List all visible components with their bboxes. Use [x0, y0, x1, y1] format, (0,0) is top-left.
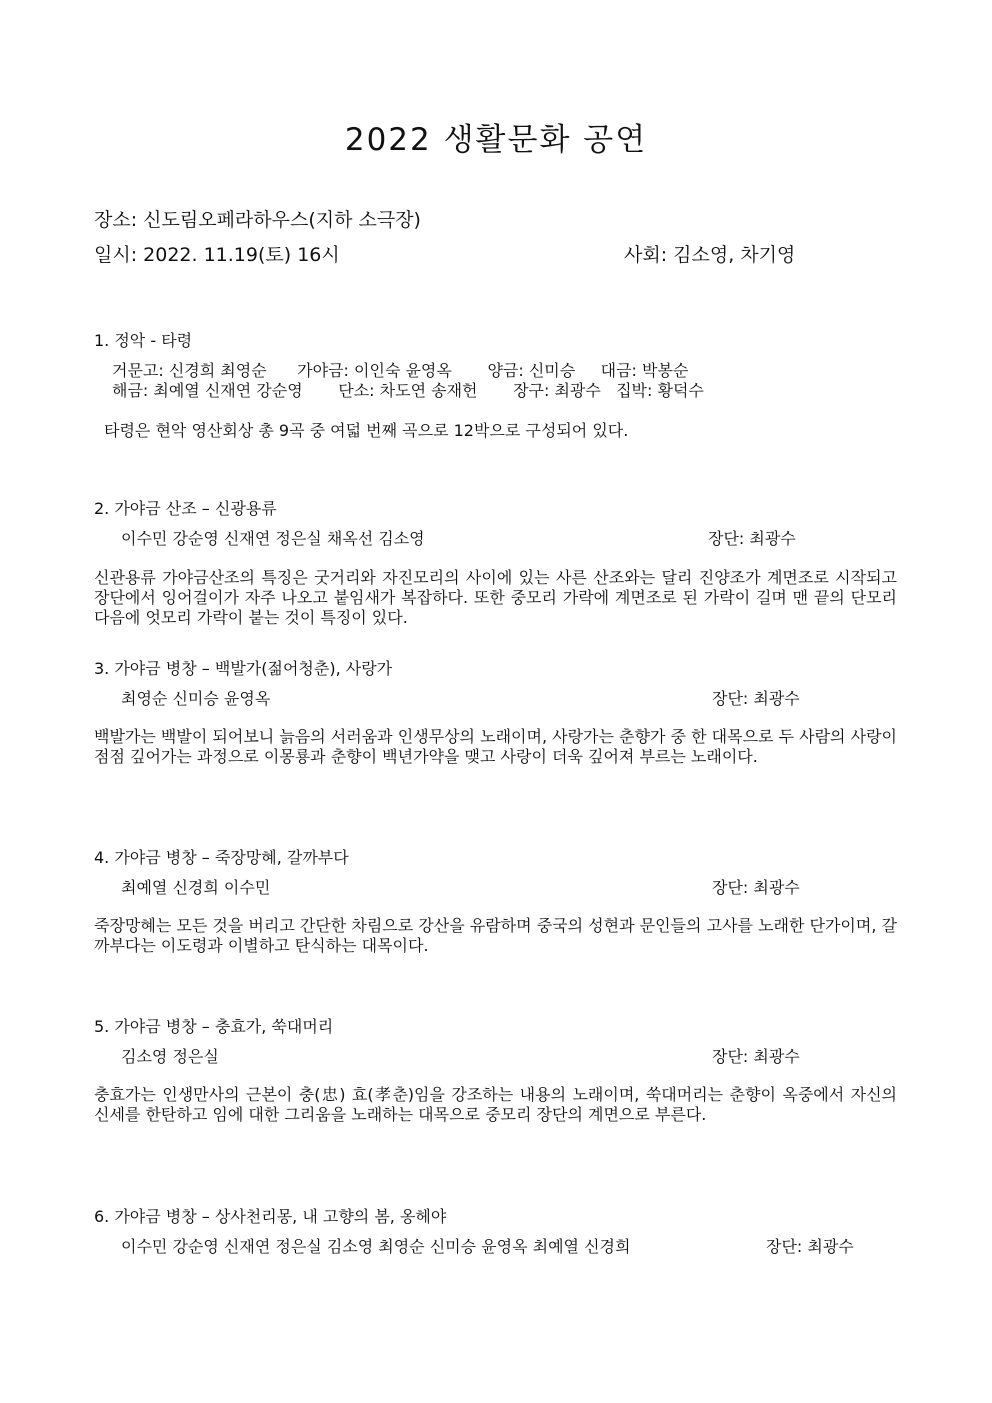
section-6-performers: 이수민 강순영 신재연 정은실 김소영 최영순 신미승 윤영옥 최예열 신경희: [121, 1237, 631, 1256]
section-3-description: 백발가는 백발이 되어보니 늙음의 서러움과 인생무상의 노래이며, 사랑가는 춘향가 중 한 대목으로 두 사람의 사랑이 점점 깊어가는 과정으로 이몽룡과 춘향이 백년가약을 맺고 사랑이 더욱 깊어져 부르는 노래이다.: [94, 727, 897, 766]
section-2-description: 신관용류 가야금산조의 특징은 굿거리와 자진모리의 사이에 있는 사른 산조와는 달리 진양조가 계면조로 시작되고 장단에서 잉어걸이가 자주 나오고 붙임새가 복잡하다. 또한 중모리 가락에 계면조로 된 가락이 길며 맨 끝의 단모리 다음에 엇모리 가락이 붙는 것이 특징이 있다.: [94, 568, 897, 627]
section-5-description: 충효가는 인생만사의 근본이 충(忠) 효(孝춘)임을 강조하는 내용의 노래이며, 쑥대머리는 춘향이 옥중에서 자신의 신세를 한탄하고 임에 대한 그리움을 노래하는 대목으로 중모리 장단의 계면으로 부른다.: [94, 1085, 897, 1124]
section-2-heading: 2. 가야금 산조 – 신광용류: [94, 499, 277, 518]
section-5-performers: 김소영 정은실: [121, 1047, 219, 1066]
page-title: 2022 생활문화 공연: [344, 122, 648, 158]
section-4-heading: 4. 가야금 병창 – 죽장망혜, 갈까부다: [94, 848, 349, 867]
section-2-performers: 이수민 강순영 신재연 정은실 채옥선 김소영: [121, 529, 425, 548]
venue: 장소: 신도림오페라하우스(지하 소극장): [94, 209, 421, 231]
section-3-janggu: 장단: 최광수: [712, 689, 800, 708]
section-2-janggu: 장단: 최광수: [708, 529, 796, 548]
section-4-janggu: 장단: 최광수: [712, 878, 800, 897]
section-6-janggu: 장단: 최광수: [766, 1237, 854, 1256]
section-4-performers: 최예열 신경희 이수민: [121, 878, 271, 897]
host: 사회: 김소영, 차기영: [624, 244, 796, 266]
section-5-janggu: 장단: 최광수: [712, 1047, 800, 1066]
section-6-heading: 6. 가야금 병창 – 상사천리몽, 내 고향의 봄, 옹헤야: [94, 1207, 447, 1226]
section-4-description: 죽장망혜는 모든 것을 버리고 간단한 차림으로 강산을 유람하며 중국의 성현과 문인들의 고사를 노래한 단가이며, 갈까부다는 이도령과 이별하고 탄식하는 대목이다.: [94, 916, 897, 955]
section-1-performers-line-2: 해금: 최예열 신재연 강순영 단소: 차도연 송재헌 장구: 최광수 집박: 황덕수: [112, 381, 704, 400]
section-1-performers-line-1: 거문고: 신경희 최영순 가야금: 이인숙 윤영옥 양금: 신미승 대금: 박봉순: [112, 361, 689, 380]
section-3-performers: 최영순 신미승 윤영옥: [121, 689, 271, 708]
section-3-heading: 3. 가야금 병창 – 백발가(젊어청춘), 사랑가: [94, 659, 393, 678]
section-5-heading: 5. 가야금 병창 – 충효가, 쑥대머리: [94, 1017, 334, 1036]
section-1-heading: 1. 정악 - 타령: [94, 331, 193, 350]
date-time: 일시: 2022. 11.19(토) 16시: [94, 244, 340, 266]
section-1-description: 타령은 현악 영산회상 총 9곡 중 여덟 번째 곡으로 12박으로 구성되어 있다.: [104, 421, 629, 440]
